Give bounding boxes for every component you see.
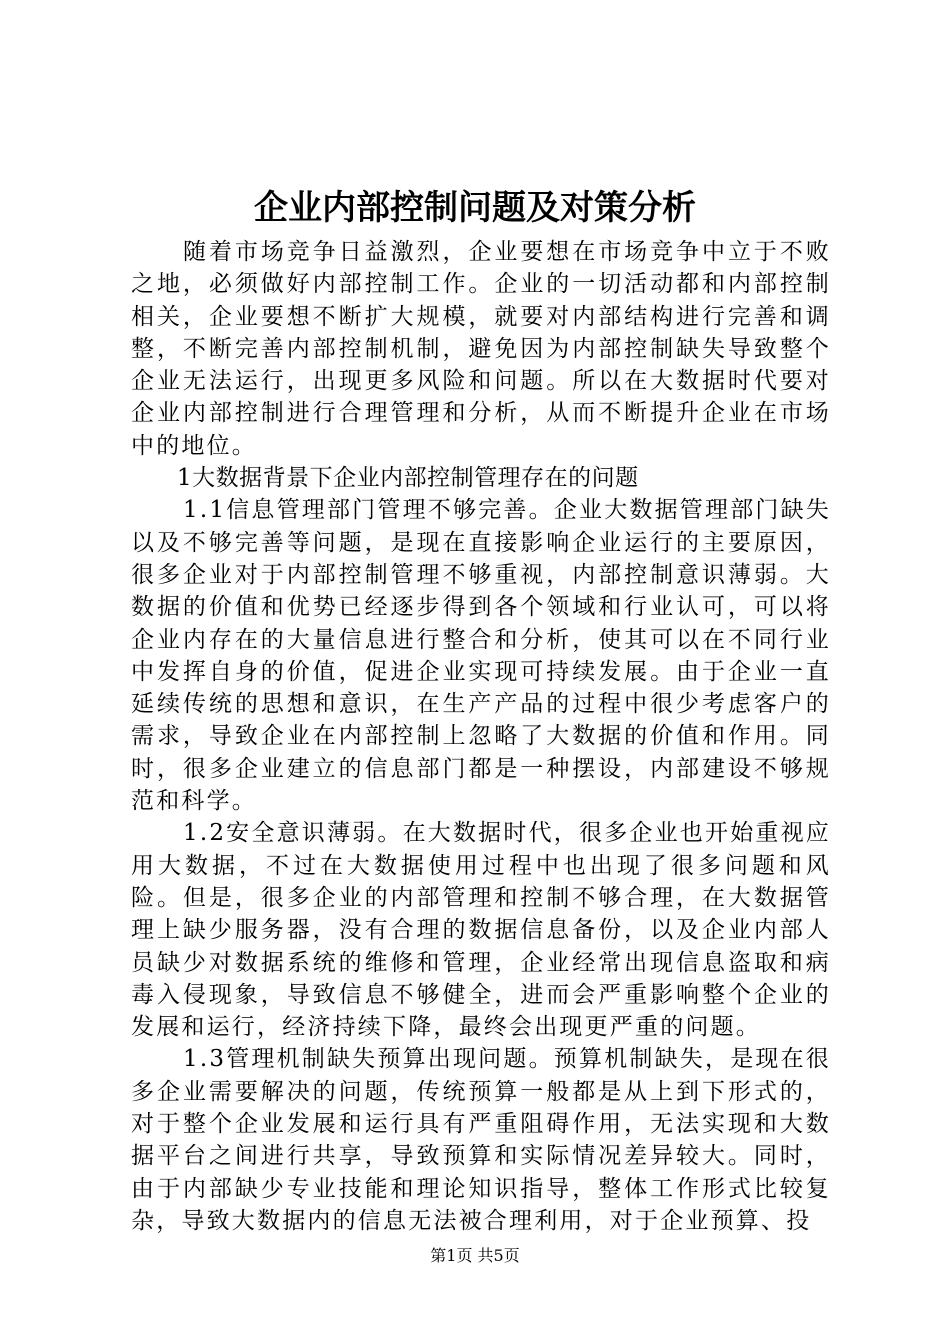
page-footer: 第1页 共5页 [430, 1246, 520, 1265]
paragraph-1-3: 1.3管理机制缺失预算出现问题。预算机制缺失，是现在很多企业需要解决的问题，传统预算一般都是从上到下形式的，对于整个企业发展和运行具有严重阻碍作用，无法实现和大数据平台之间进行共享，导致预算和实际情况差异较大。同时，由于内部缺少专业技能和理论知识指导，整体工作形式比较复杂，导致大数据内的信息无法被合理利用，对于企业预算、投 [131, 1046, 831, 1234]
section-heading-1: 1大数据背景下企业内部控制管理存在的问题 [177, 465, 639, 492]
paragraph-1-2: 1.2安全意识薄弱。在大数据时代，很多企业也开始重视应用大数据，不过在大数据使用过程中也出现了很多问题和风险。但是，很多企业的内部管理和控制不够合理，在大数据管理上缺少服务器，没有合理的数据信息备份，以及企业内部人员缺少对数据系统的维修和管理，企业经常出现信息盗取和病毒入侵现象，导致信息不够健全，进而会严重影响整个企业的发展和运行，经济持续下降，最终会出现更严重的问题。 [131, 820, 831, 1041]
document-title: 企业内部控制问题及对策分析 [254, 188, 696, 228]
paragraph-1-1: 1.1信息管理部门管理不够完善。企业大数据管理部门缺失以及不够完善等问题，是现在直接影响企业运行的主要原因，很多企业对于内部控制管理不够重视，内部控制意识薄弱。大数据的价值和优势已经逐步得到各个领域和行业认可，可以将企业内存在的大量信息进行整合和分析，使其可以在不同行业中发挥自身的价值，促进企业实现可持续发展。由于企业一直延续传统的思想和意识，在生产产品的过程中很少考虑客户的需求，导致企业在内部控制上忽略了大数据的价值和作用。同时，很多企业建立的信息部门都是一种摆设，内部建设不够规范和科学。 [131, 497, 831, 815]
paragraph-intro: 随着市场竞争日益激烈，企业要想在市场竞争中立于不败之地，必须做好内部控制工作。企业的一切活动都和内部控制相关，企业要想不断扩大规模，就要对内部结构进行完善和调整，不断完善内部控制机制，避免因为内部控制缺失导致整个企业无法运行，出现更多风险和问题。所以在大数据时代要对企业内部控制进行合理管理和分析，从而不断提升企业在市场中的地位。 [131, 239, 831, 459]
document-body [131, 236, 831, 1237]
